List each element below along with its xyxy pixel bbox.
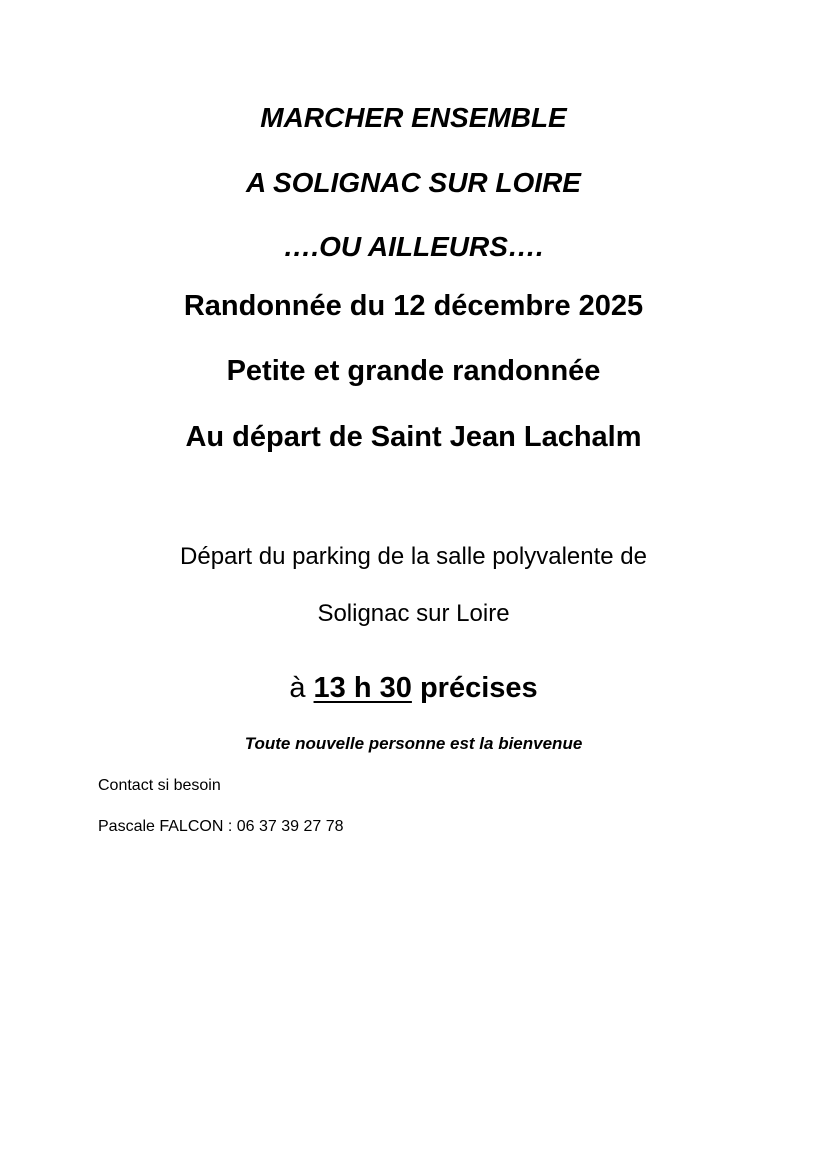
title-line-3: ….OU AILLEURS….	[283, 231, 544, 262]
time-suffix: précises	[419, 672, 538, 704]
title-line-2: A SOLIGNAC SUR LOIRE	[246, 167, 581, 198]
contact-label: Contact si besoin	[98, 777, 221, 794]
time-prefix: à	[289, 672, 306, 704]
event-title: Randonnée du 12 décembre 2025	[183, 290, 644, 322]
title-line-1: MARCHER ENSEMBLE	[260, 102, 567, 133]
time-value: 13 h 30	[313, 672, 412, 704]
contact-person: Pascale FALCON : 06 37 39 27 78	[98, 818, 344, 835]
welcome-text: Toute nouvelle personne est la bienvenue	[244, 734, 583, 753]
event-type: Petite et grande randonnée	[226, 355, 601, 387]
event-start: Au départ de Saint Jean Lachalm	[185, 421, 642, 453]
meeting-point-line-2: Solignac sur Loire	[317, 600, 510, 627]
meeting-point-line-1: Départ du parking de la salle polyvalente de	[180, 543, 647, 570]
departure-time	[0, 672, 827, 705]
